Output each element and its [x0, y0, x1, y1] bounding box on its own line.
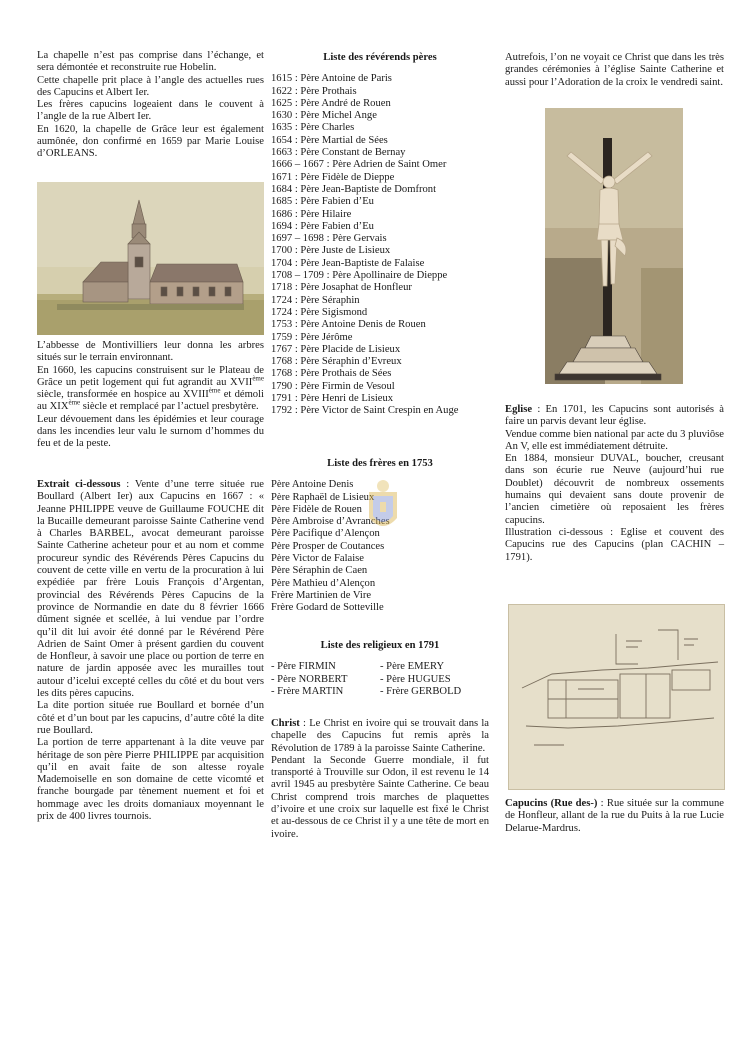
list-item: Père Pacifique d’Alençon [271, 528, 380, 540]
heraldic-crest-watermark [363, 478, 403, 538]
list-item: - Frère GERBOLD [380, 685, 462, 697]
christ-para-2: Pendant la Seconde Guerre mondiale, il fut transporté à Trouville sur Odon, il est revenu le 14 avril 1945 au presbytère Sainte Catherine. Ce beau Christ comprend trois marches de plaquettes d’ivoire et une croix sur laquelle est fixé le Christ et au-dessous de ce Christ il y a une tête de mort en ivoire. [271, 754, 489, 840]
list-item: 1654 : Père Martial de Sées [271, 134, 388, 146]
peres-title: Liste des révérends pères [323, 52, 437, 63]
christ-para: Christ : Le Christ en ivoire qui se trouvait dans la chapelle des Capucins fut remis après la Révolution de 1789 à la paroisse Sainte Catherine. [271, 718, 489, 754]
religieux-title: Liste des religieux en 1791 [320, 640, 440, 651]
list-item: 1724 : Père Séraphin [271, 294, 360, 306]
peres-list [271, 73, 489, 417]
list-item: Père Fidèle de Rouen [271, 503, 362, 515]
ivory-christ-photo [545, 108, 683, 384]
list-item: - Frère MARTIN [271, 685, 344, 697]
list-item: 1615 : Père Antoine de Paris [271, 73, 392, 85]
list-item: 1635 : Père Charles [271, 122, 355, 134]
list-item: 1767 : Père Placide de Lisieux [271, 343, 401, 355]
list-item: 1790 : Père Firmin de Vesoul [271, 380, 395, 392]
intro-para-1: La chapelle n’est pas comprise dans l’échange, et sera démontée et reconstruite rue Hobelin. [37, 50, 264, 74]
portion-para: La dite portion située rue Boullard et bornée d’un côté et d’un bout par les capucins, d’autre côté la dite rue Boullard. [37, 700, 264, 736]
vendue-para: Vendue comme bien national par acte du 3 pluviôse An V, elle est immédiatement détruite. [505, 428, 724, 452]
list-item: Père Mathieu d’Alençon [271, 577, 376, 589]
list-item: 1704 : Père Jean-Baptiste de Falaise [271, 257, 425, 269]
eglise-para: Eglise : En 1701, les Capucins sont autorisés à faire un parvis devant leur église. [505, 404, 724, 428]
christ-intro-para: Autrefois, l’on ne voyait ce Christ que dans les très grandes cérémonies à l’église Sainte Catherine et aussi pour l’Adoration de la croix le vendredi saint. [505, 52, 724, 88]
list-item: 1684 : Père Jean-Baptiste de Domfront [271, 183, 437, 195]
list-item: 1625 : Père André de Rouen [271, 97, 391, 109]
list-item: - Père NORBERT [271, 673, 348, 685]
list-item: 1685 : Père Fabien d’Eu [271, 196, 374, 208]
religieux-list [271, 661, 489, 698]
list-item: 1686 : Père Hilaire [271, 208, 352, 220]
extrait-para: Extrait ci-dessous : Vente d’une terre située rue Boullard (Albert Ier) aux Capucins en 1667 : « Jeanne PHILIPPE veuve de Guillaume FOUCHE dit la Bucaille demeurant paroisse Sainte Catherine vend à Charles BARBEL, avocat demeurant paroisse Sainte Catherine acheteur pour et au nom et comme procureur syndic des Révérends Pères Capucins du couvent de cette ville en vertu de la procuration à lui expédiée par frère Louis François d’Argentan, provincial des Révérends Pères Capucins de la province de Normandie en date du 8 février 1666 dûment signée et scellée, à lui vendue par l’ordre qu’il dit lui avoir été donné par le Révérend Père Adrien de Saint Omer à présent gardien du couvent de Honfleur, à savoir une place ou portion de terre en nature de jardin apposée avec les murailles tout autour d’icelui excepté celles du côté et du bout vers les dits pères capucins. [37, 479, 264, 700]
list-item: - Père HUGUES [380, 673, 451, 685]
list-item: 1630 : Père Michel Ange [271, 110, 377, 122]
list-item: 1792 : Père Victor de Saint Crespin en Auge [271, 405, 459, 417]
list-item: Père Antoine Denis [271, 479, 354, 491]
list-item: - Père FIRMIN [271, 661, 336, 673]
list-item: 1671 : Père Fidèle de Dieppe [271, 171, 395, 183]
list-item: 1718 : Père Josaphat de Honfleur [271, 282, 412, 294]
list-item: Père Raphaël de Lisieux [271, 491, 375, 503]
list-item: Père Victor de Falaise [271, 553, 365, 565]
list-item: 1697 – 1698 : Père Gervais [271, 233, 387, 245]
list-item: 1753 : Père Antoine Denis de Rouen [271, 319, 426, 331]
list-item: - Père EMERY [380, 661, 445, 673]
intro-para-3: Les frères capucins logeaient dans le couvent à l’angle de la rue Albert Ier. [37, 99, 264, 123]
freres-title: Liste des frères en 1753 [327, 458, 433, 469]
abbesse-para: L’abbesse de Montivilliers leur donna les arbres situés sur le terrain environnant. [37, 340, 264, 364]
list-item: 1791 : Père Henri de Lisieux [271, 393, 394, 405]
illustration-para: Illustration ci-dessous : Eglise et couvent des Capucins rue des Capucins (plan CACHIN – 1791). [505, 526, 724, 563]
devouement-para: Leur dévouement dans les épidémies et leur courage dans les incendies leur valu le surnom d’hommes du feu et de la peste. [37, 413, 264, 450]
list-item: 1700 : Père Juste de Lisieux [271, 245, 391, 257]
list-item: 1768 : Père Séraphin d’Evreux [271, 356, 402, 368]
list-item: 1666 – 1667 : Père Adrien de Saint Omer [271, 159, 447, 171]
heritage-para: La portion de terre appartenant à la dite veuve par héritage de son père Pierre PHILIPPE par acquisition qu’il en avait faite de son altesse royale Mademoiselle en son domaine de cette vicomté et franche bourgade par tènement nuement et foi et hommage avec les droits domaniaux moyennant le prix de 400 livres tournois. [37, 737, 264, 823]
list-item: 1768 : Père Prothais de Sées [271, 368, 392, 380]
list-item: 1724 : Père Sigismond [271, 306, 368, 318]
cachin-plan-image [508, 604, 725, 790]
intro-para-4: En 1620, la chapelle de Grâce leur est également aumônée, don confirmé en 1659 par Marie Louise d’ORLEANS. [37, 123, 264, 160]
convent-buildings [83, 262, 243, 304]
construction-para: En 1660, les capucins construisent sur le Plateau de Grâce un petit logement qui fut agrandit au XVIIème siècle, transformée en hospice au XVIIIème et démoli au XIXème siècle et remplacé par l’actuel presbytère. [37, 364, 264, 413]
list-item: Frère Martinien de Vire [271, 589, 372, 601]
list-item: 1759 : Père Jérôme [271, 331, 353, 343]
chapel-painting [37, 182, 264, 335]
list-item: Père Ambroise d’Avranches [271, 516, 390, 528]
list-item: 1694 : Père Fabien d’Eu [271, 220, 374, 232]
list-item: Père Prosper de Coutances [271, 540, 385, 552]
duval-para: En 1884, monsieur DUVAL, boucher, creusant dans son écurie rue Neuve (aujourd’hui rue Doublet) découvrit de nombreux ossements humains qui devaient sans doute provenir de l’ancien cimetière où reposaient les frères capucins. [505, 453, 724, 526]
intro-para-2: Cette chapelle prit place à l’angle des actuelles rues des Capucins et Albert Ier. [37, 74, 264, 98]
capucins-para: Capucins (Rue des-) : Rue située sur la commune de Honfleur, allant de la rue du Puits à la rue Lucie Delarue-Mardrus. [505, 798, 724, 834]
list-item: Père Séraphin de Caen [271, 565, 368, 577]
list-item: 1622 : Père Prothais [271, 85, 357, 97]
list-item: 1663 : Père Constant de Bernay [271, 147, 406, 159]
list-item: Frère Godard de Sotteville [271, 602, 384, 614]
list-item: 1708 – 1709 : Père Apollinaire de Dieppe [271, 270, 448, 282]
